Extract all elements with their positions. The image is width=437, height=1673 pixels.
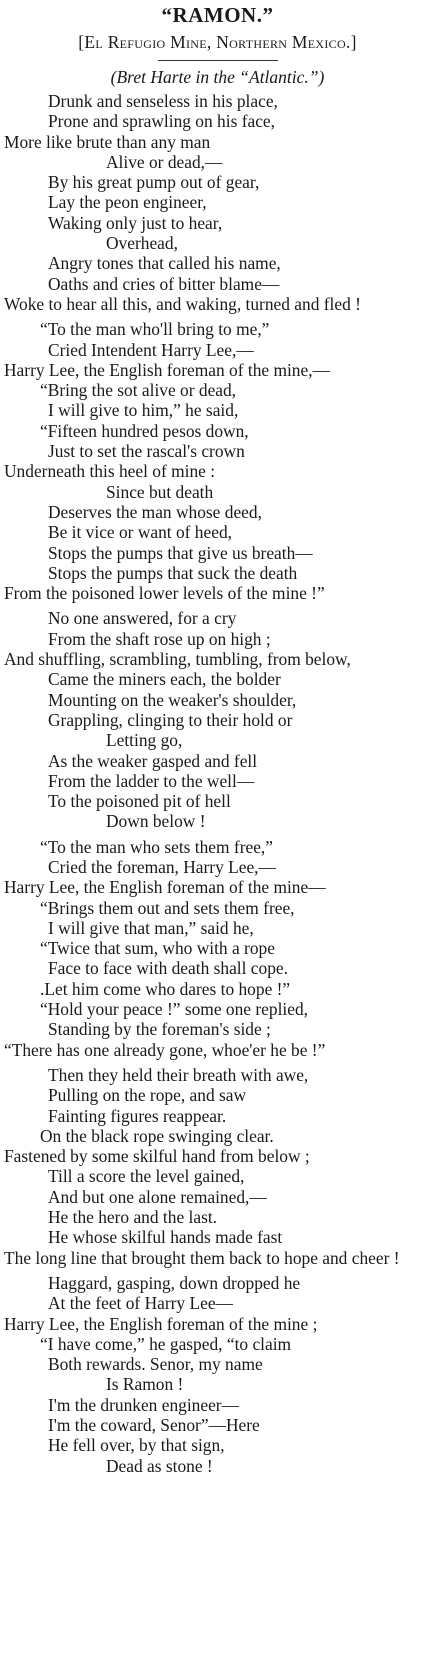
verse-line: Haggard, gasping, down dropped he xyxy=(48,1272,301,1293)
verse-line: To the poisoned pit of hell xyxy=(48,791,231,812)
verse-line: By his great pump out of gear, xyxy=(48,172,260,193)
verse-line: “I have come,” he gasped, “to claim xyxy=(40,1333,292,1354)
verse-line: From the ladder to the well— xyxy=(48,770,255,791)
verse-line: Prone and sprawling on his face, xyxy=(48,111,275,132)
verse-line: “Twice that sum, who with a rope xyxy=(40,938,275,959)
verse-line: Down below ! xyxy=(106,811,206,832)
verse-line: Alive or dead,— xyxy=(106,151,223,172)
verse-line: Letting go, xyxy=(106,730,183,751)
verse-line: Harry Lee, the English foreman of the mine,— xyxy=(4,359,330,380)
verse-line: Harry Lee, the English foreman of the mine ; xyxy=(4,1313,318,1334)
title-divider xyxy=(158,60,278,61)
verse-line: “To the man who'll bring to me,” xyxy=(40,319,270,340)
stanza xyxy=(4,1065,431,1268)
verse-line: Deserves the man whose deed, xyxy=(48,501,262,522)
verse-line: Be it vice or want of heed, xyxy=(48,522,232,543)
verse-line: Angry tones that called his name, xyxy=(48,253,281,274)
poem-attribution: (Bret Harte in the “Atlantic.”) xyxy=(110,67,325,87)
verse-line: Mounting on the weaker's shoulder, xyxy=(48,689,297,710)
verse-line: Harry Lee, the English foreman of the mine— xyxy=(4,877,326,898)
verse-line: Dead as stone ! xyxy=(106,1455,213,1476)
poem-location: [El Refugio Mine, Northern Mexico.] xyxy=(78,32,357,52)
verse-line: No one answered, for a cry xyxy=(48,608,237,629)
verse-line: Underneath this heel of mine : xyxy=(4,461,216,482)
verse-line: Is Ramon ! xyxy=(106,1374,184,1395)
verse-line: Since but death xyxy=(106,481,214,502)
verse-line: Pulling on the rope, and saw xyxy=(48,1085,247,1106)
verse-line: Oaths and cries of bitter blame— xyxy=(48,273,280,294)
verse-line: He the hero and the last. xyxy=(48,1207,218,1228)
verse-line: Waking only just to hear, xyxy=(48,212,223,233)
verse-line: And but one alone remained,— xyxy=(48,1186,267,1207)
verse-line: I will give that man,” said he, xyxy=(48,917,254,938)
verse-line: Cried the foreman, Harry Lee,— xyxy=(48,856,276,877)
verse-line: On the black rope swinging clear. xyxy=(40,1125,274,1146)
verse-line: I'm the coward, Senor”—Here xyxy=(48,1415,260,1435)
verse-line: More like brute than any man xyxy=(4,131,211,152)
verse-line: Face to face with death shall cope. xyxy=(48,958,288,979)
poem-body xyxy=(4,91,431,1476)
stanza xyxy=(4,837,431,1060)
verse-line: From the shaft rose up on high ; xyxy=(48,628,271,649)
verse-line: I'm the drunken engineer— xyxy=(48,1394,239,1415)
verse-line: Fastened by some skilful hand from below ; xyxy=(4,1146,310,1167)
verse-line: Fainting figures reappear. xyxy=(48,1105,227,1126)
verse-line: Standing by the foreman's side ; xyxy=(48,1019,271,1040)
verse-line: “Fifteen hundred pesos down, xyxy=(40,420,249,441)
stanza xyxy=(4,91,431,314)
verse-line: “Bring the sot alive or dead, xyxy=(40,380,237,401)
poem-title: “RAMON.” xyxy=(161,3,274,27)
verse-line: Both rewards. Senor, my name xyxy=(48,1354,263,1375)
verse-line: Overhead, xyxy=(106,233,178,254)
verse-line: Drunk and senseless in his place, xyxy=(48,91,278,111)
verse-line: As the weaker gasped and fell xyxy=(48,750,258,771)
verse-line: “There has one already gone, whoe'er he be !” xyxy=(4,1039,326,1060)
verse-line: The long line that brought them back to hope and cheer ! xyxy=(4,1247,400,1268)
verse-line: He whose skilful hands made fast xyxy=(48,1227,283,1248)
verse-line: Till a score the level gained, xyxy=(48,1166,245,1187)
stanza xyxy=(4,319,431,603)
verse-line: Just to set the rascal's crown xyxy=(48,441,245,462)
verse-line: I will give to him,” he said, xyxy=(48,400,239,421)
stanza xyxy=(4,1273,431,1476)
verse-line: .Let him come who dares to hope !” xyxy=(40,978,291,999)
verse-line: “Hold your peace !” some one replied, xyxy=(40,999,308,1020)
verse-line: Stops the pumps that give us breath— xyxy=(48,542,313,563)
verse-line: And shuffling, scrambling, tumbling, from below, xyxy=(4,649,351,670)
verse-line: Came the miners each, the bolder xyxy=(48,669,281,690)
verse-line: Then they held their breath with awe, xyxy=(48,1064,309,1085)
verse-line: Grappling, clinging to their hold or xyxy=(48,709,293,730)
verse-line: From the poisoned lower levels of the mine !” xyxy=(4,583,325,604)
verse-line: Lay the peon engineer, xyxy=(48,192,207,213)
verse-line: “Brings them out and sets them free, xyxy=(40,897,295,918)
verse-line: “To the man who sets them free,” xyxy=(40,836,273,857)
verse-line: Woke to hear all this, and waking, turned and fled ! xyxy=(4,293,361,314)
stanza xyxy=(4,608,431,831)
verse-line: Cried Intendent Harry Lee,— xyxy=(48,339,254,360)
verse-line: At the feet of Harry Lee— xyxy=(48,1293,233,1314)
verse-line: He fell over, by that sign, xyxy=(48,1435,225,1456)
verse-line: Stops the pumps that suck the death xyxy=(48,562,298,583)
